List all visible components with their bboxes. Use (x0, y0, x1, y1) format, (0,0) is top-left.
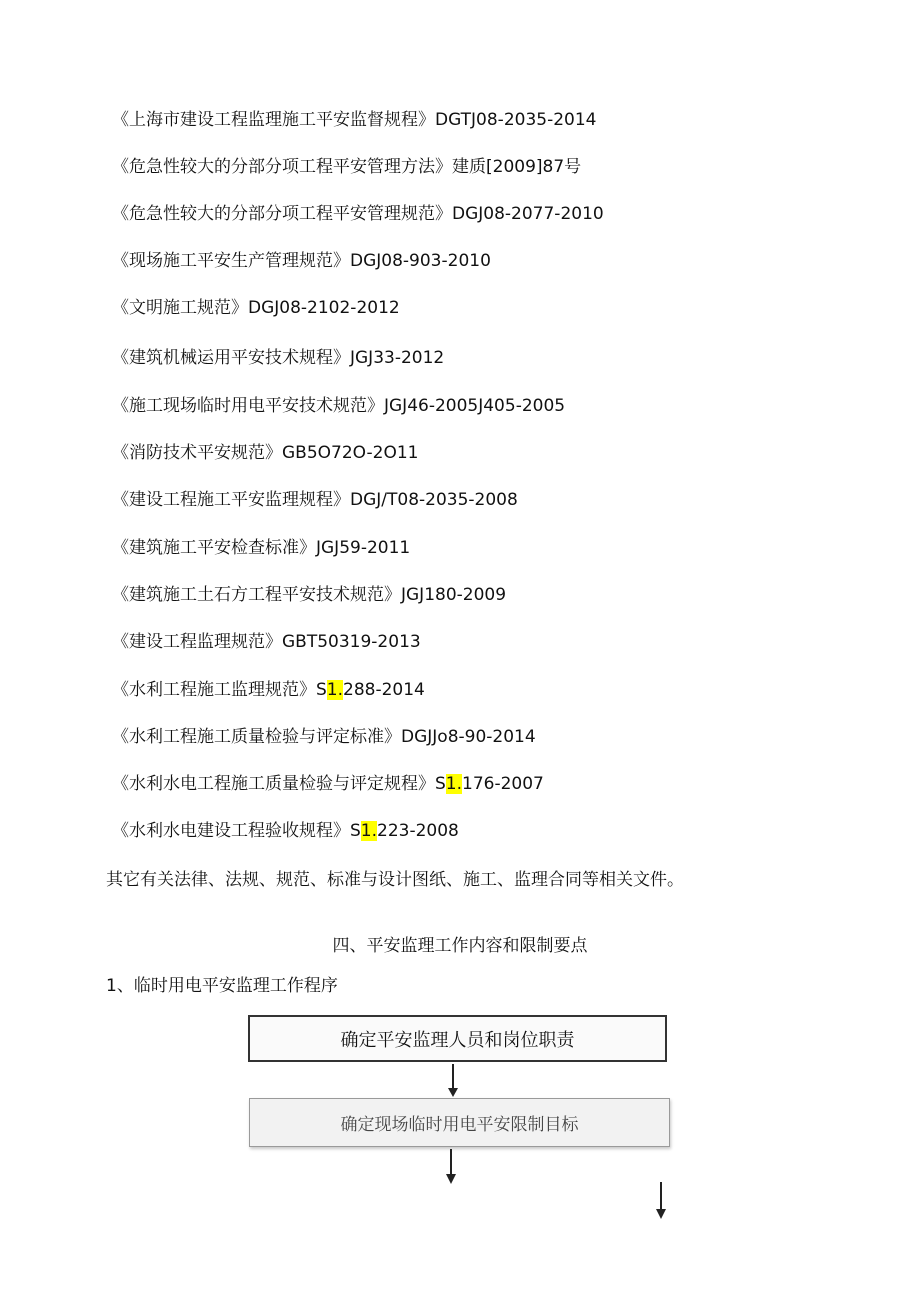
reference-text: 《水利工程施工质量检验与评定标准》DGJJo8-90-2014 (112, 727, 536, 747)
reference-text: 《文明施工规范》DGJ08-2102-2012 (112, 298, 400, 318)
reference-text: 《现场施工平安生产管理规范》DGJ08-903-2010 (112, 251, 491, 271)
reference-item (112, 395, 565, 417)
flow-arrow-1 (446, 1064, 460, 1098)
reference-text: 《建筑施工平安检查标准》JGJ59-2011 (112, 538, 411, 558)
reference-text: 《危急性较大的分部分项工程平安管理方法》建质[2009]87号 (112, 157, 582, 177)
reference-text: 《水利水电工程施工质量检验与评定规程》S (112, 774, 446, 794)
flowchart-step-2: 确定现场临时用电平安限制目标 (249, 1098, 670, 1147)
reference-item (112, 203, 604, 225)
flowchart-step-1: 确定平安监理人员和岗位职责 (248, 1015, 667, 1062)
reference-item (112, 442, 418, 464)
reference-text: 223-2008 (377, 821, 459, 841)
flow-arrow-3 (654, 1182, 668, 1220)
reference-item (112, 820, 459, 842)
reference-item (112, 489, 518, 511)
reference-text: 《上海市建设工程监理施工平安监督规程》DGTJ08-2035-2014 (112, 110, 597, 130)
reference-item (112, 679, 425, 701)
subsection-heading: 1、临时用电平安监理工作程序 (106, 976, 338, 996)
reference-item (112, 250, 491, 272)
other-documents-line: 其它有关法律、法规、规范、标准与设计图纸、施工、监理合同等相关文件。 (106, 870, 684, 890)
highlighted-text: 1. (445, 774, 463, 794)
reference-text: 《建筑机械运用平安技术规程》JGJ33-2012 (112, 348, 445, 368)
reference-item (112, 347, 444, 369)
flow-arrow-2 (444, 1149, 458, 1185)
reference-item (112, 726, 536, 748)
reference-item (112, 631, 421, 653)
reference-text: 《施工现场临时用电平安技术规范》JGJ46-2005J405-2005 (112, 396, 566, 416)
reference-text: 《建设工程监理规范》GBT50319-2013 (112, 632, 421, 652)
reference-item (112, 297, 400, 319)
reference-item (112, 773, 544, 795)
reference-text: 176-2007 (462, 774, 544, 794)
reference-item (112, 537, 410, 559)
highlighted-text: 1. (360, 821, 378, 841)
highlighted-text: 1. (326, 680, 344, 700)
section-heading: 四、平安监理工作内容和限制要点 (332, 936, 588, 956)
reference-text: 《水利工程施工监理规范》S (112, 680, 327, 700)
reference-item (112, 584, 506, 606)
reference-text: 《建设工程施工平安监理规程》DGJ/T08-2035-2008 (112, 490, 518, 510)
reference-text: 《水利水电建设工程验收规程》S (112, 821, 361, 841)
reference-item (112, 156, 581, 178)
reference-text: 《建筑施工土石方工程平安技术规范》JGJ180-2009 (112, 585, 507, 605)
reference-text: 《危急性较大的分部分项工程平安管理规范》DGJ08-2077-2010 (112, 204, 604, 224)
reference-text: 288-2014 (343, 680, 425, 700)
reference-text: 《消防技术平安规范》GB5O72O-2O11 (112, 443, 419, 463)
reference-item (112, 109, 596, 131)
